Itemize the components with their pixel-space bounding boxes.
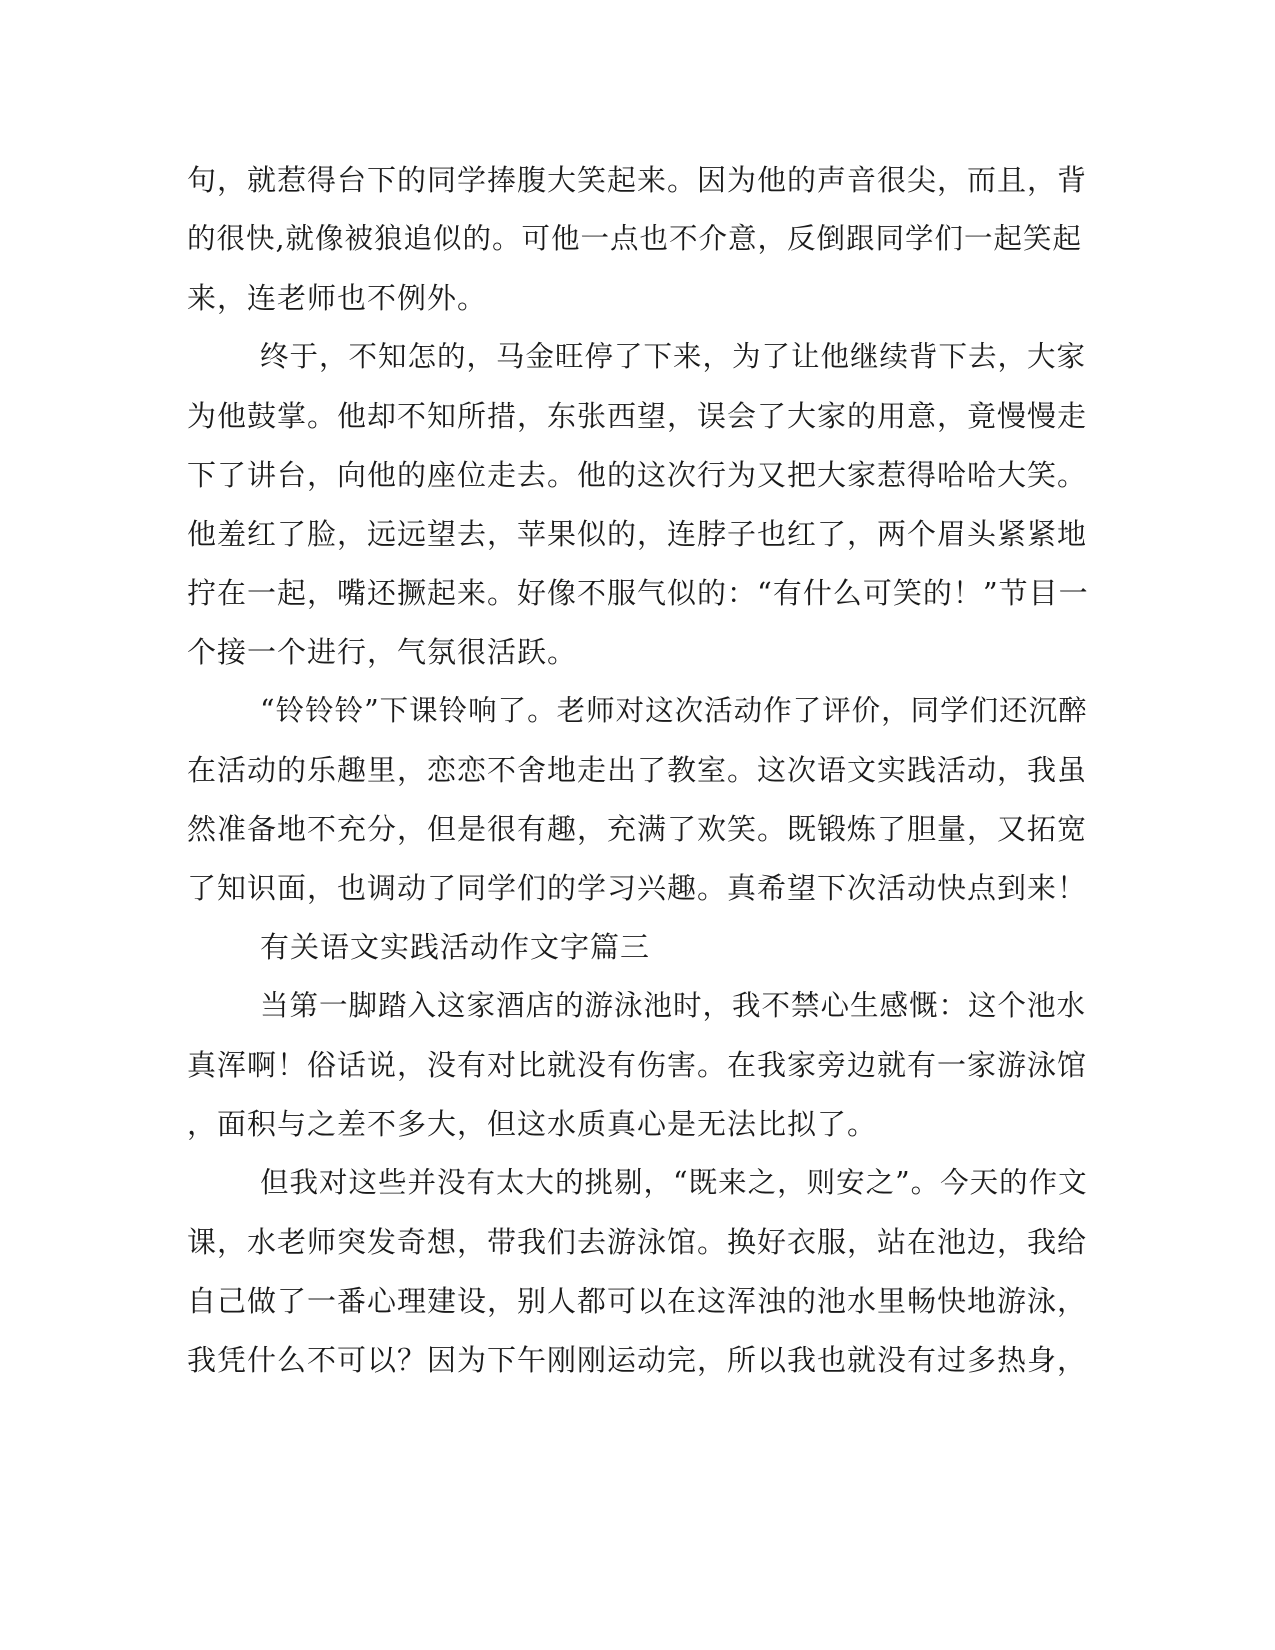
text-line: 自己做了一番心理建设，别人都可以在这浑浊的池水里畅快地游泳，: [187, 1284, 1088, 1318]
text-line: 但我对这些并没有太大的挑剔，“既来之，则安之”。今天的作文: [260, 1166, 1088, 1199]
text-line: 真浑啊！俗话说，没有对比就没有伤害。在我家旁边就有一家游泳馆: [187, 1048, 1088, 1082]
text-line: ，面积与之差不多大，但这水质真心是无法比拟了。: [187, 1107, 878, 1141]
text-line: 来，连老师也不例外。: [187, 281, 488, 315]
text-line: 他羞红了脸，远远望去，苹果似的，连脖子也红了，两个眉头紧紧地: [187, 517, 1088, 551]
text-line: 下了讲台，向他的座位走去。他的这次行为又把大家惹得哈哈大笑。: [187, 458, 1088, 492]
text-line: 终于，不知怎的，马金旺停了下来，为了让他继续背下去，大家: [260, 340, 1087, 373]
text-line: 当第一脚踏入这家酒店的游泳池时，我不禁心生感慨：这个池水: [260, 989, 1087, 1022]
text-line: 然准备地不充分，但是很有趣，充满了欢笑。既锻炼了胆量，又拓宽: [187, 812, 1088, 846]
text-line: 的很快,就像被狼追似的。可他一点也不介意，反倒跟同学们一起笑起: [187, 222, 1083, 255]
text-line: 了知识面，也调动了同学们的学习兴趣。真希望下次活动快点到来！: [187, 871, 1088, 905]
text-line: 我凭什么不可以？因为下午刚刚运动完，所以我也就没有过多热身，: [187, 1343, 1088, 1377]
text-line: 拧在一起，嘴还撅起来。好像不服气似的：“有什么可笑的！”节目一: [187, 576, 1089, 610]
text-line: 为他鼓掌。他却不知所措，东张西望，误会了大家的用意，竟慢慢走: [187, 399, 1088, 433]
section-heading: 有关语文实践活动作文字篇三: [260, 930, 651, 964]
text-line: 句，就惹得台下的同学捧腹大笑起来。因为他的声音很尖，而且，背: [187, 163, 1088, 197]
text-line: 在活动的乐趣里，恋恋不舍地走出了教室。这次语文实践活动，我虽: [187, 753, 1088, 787]
text-line: 个接一个进行，气氛很活跃。: [187, 635, 578, 669]
text-line: 课，水老师突发奇想，带我们去游泳馆。换好衣服，站在池边，我给: [187, 1225, 1088, 1259]
text-line: “铃铃铃”下课铃响了。老师对这次活动作了评价，同学们还沉醉: [260, 694, 1088, 727]
